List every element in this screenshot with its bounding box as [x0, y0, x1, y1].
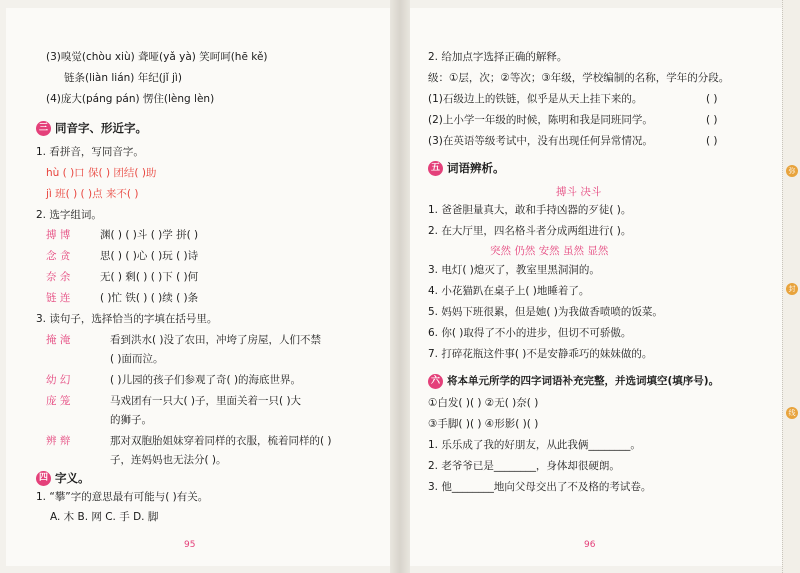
sentence-3: 马戏团有一只大( )子，里面关着一只( )大: [110, 395, 302, 407]
binding-tab-3: 线: [786, 407, 798, 419]
idiom-sentence-2: 2. 老爷爷已是________，身体却很硬朗。: [428, 460, 620, 472]
choice-pair-3: 庞 笼: [46, 395, 71, 407]
definition-sentence-3: (3)在英语等级考试中，没有出现任何异常情况。: [428, 135, 653, 147]
section-6-badge: 六: [428, 374, 443, 389]
idiom-sentence-1: 1. 乐乐成了我的好朋友，从此我俩________。: [428, 439, 641, 451]
compose-row-2: 思( ) ( )心 ( )玩 ( )诗: [100, 250, 199, 262]
word-sentence-4: 4. 小花猫趴在桌子上( )地睡着了。: [428, 285, 590, 297]
question-4-options: A. 木 B. 网 C. 手 D. 脚: [50, 511, 159, 523]
section-5-heading: [428, 160, 505, 176]
word-sentence-1: 1. 爸爸胆量真大，敢和手持凶器的歹徒( )。: [428, 204, 632, 216]
char-pair-1: 搏 博: [46, 229, 71, 241]
idiom-sentence-3: 3. 他________地向父母交出了不及格的考试卷。: [428, 481, 652, 493]
word-choices-1: 搏斗 决斗: [556, 186, 602, 198]
definitions-line: 级：①层，次；②等次；③年级，学校编制的名称，学年的分段。: [428, 72, 730, 84]
sentence-1: 看到洪水( )没了农田，冲垮了房屋，人们不禁: [110, 334, 322, 346]
choice-pair-1: 掩 淹: [46, 334, 71, 346]
section-3-title: 同音字、形近字。: [55, 121, 147, 135]
char-pair-4: 链 连: [46, 292, 71, 304]
sentence-4-cont: 子，连妈妈也无法分( )。: [110, 454, 227, 466]
sentence-2: ( )儿园的孩子们参观了奇( )的海底世界。: [110, 374, 302, 386]
section-6-title: 将本单元所学的四字词语补充完整，并选词填空(填序号)。: [447, 375, 720, 387]
section-4-heading: [36, 470, 90, 486]
sentence-3-cont: 的狮子。: [110, 414, 152, 426]
word-sentence-3: 3. 电灯( )熄灭了，教室里黑洞洞的。: [428, 264, 600, 276]
char-pair-3: 奈 余: [46, 271, 71, 283]
section-3-badge: 三: [36, 121, 51, 136]
compose-row-4: ( )忙 铁( ) ( )续 ( )条: [100, 292, 199, 304]
book-gutter: [390, 0, 410, 573]
idiom-row-2: ③手脚( )( ) ④形影( )( ): [428, 418, 539, 430]
question-2: 2. 选字组词。: [36, 209, 102, 221]
sentence-4: 那对双胞胎姐妹穿着同样的衣服，梳着同样的( ): [110, 435, 332, 447]
pinyin-line-2: 链条(liàn lián) 年纪(jǐ jì): [64, 72, 182, 84]
word-choices-2: 突然 仍然 安然 虽然 显然: [490, 245, 609, 257]
question-4-1: 1. “攀”字的意思最有可能与( )有关。: [36, 491, 209, 503]
section-5-title: 词语辨析。: [447, 161, 505, 175]
pinyin-line-3: (4)庞大(páng pán) 愣住(lèng lèn): [46, 93, 215, 105]
pinyin-line-1: (3)嗅觉(chòu xiù) 聋哑(yǎ yà) 笑呵呵(hē kě): [46, 51, 268, 63]
section-3-heading: [36, 120, 147, 136]
page-number-right: 96: [584, 540, 596, 550]
answer-paren-1: ( ): [706, 93, 718, 105]
compose-row-3: 无( ) 剩( ) ( )下 ( )何: [100, 271, 199, 283]
definition-sentence-2: (2)上小学一年级的时候，陈明和我是同班同学。: [428, 114, 653, 126]
question-1: 1. 看拼音，写同音字。: [36, 146, 144, 158]
question-2-right: 2. 给加点字选择正确的解释。: [428, 51, 568, 63]
section-6-heading: [428, 373, 719, 389]
compose-row-1: 渊( ) ( )斗 ( )学 拼( ): [100, 229, 199, 241]
section-5-badge: 五: [428, 161, 443, 176]
idiom-row-1: ①白发( )( ) ②无( )奈( ): [428, 397, 539, 409]
homophone-row-1: hù ( )口 保( ) 团结( )助: [46, 167, 157, 179]
sentence-1-cont: ( )面而泣。: [110, 353, 164, 365]
word-sentence-7: 7. 打碎花瓶这件事( )不是安静乖巧的妹妹做的。: [428, 348, 653, 360]
word-sentence-2: 2. 在大厅里，四名格斗者分成两组进行( )。: [428, 225, 632, 237]
homophone-row-2: jì 班( ) ( )点 来不( ): [46, 188, 139, 200]
word-sentence-5: 5. 妈妈下班很累，但是她( )为我做香喷喷的饭菜。: [428, 306, 663, 318]
binding-tab-1: 弥: [786, 165, 798, 177]
section-4-title: 字义。: [55, 471, 90, 485]
answer-paren-3: ( ): [706, 135, 718, 147]
char-pair-2: 念 贪: [46, 250, 71, 262]
page-number-left: 95: [184, 540, 196, 550]
answer-paren-2: ( ): [706, 114, 718, 126]
choice-pair-4: 辨 辩: [46, 435, 71, 447]
word-sentence-6: 6. 你( )取得了不小的进步，但切不可骄傲。: [428, 327, 632, 339]
question-3: 3. 读句子，选择恰当的字填在括号里。: [36, 313, 218, 325]
definition-sentence-1: (1)石级边上的铁链，似乎是从天上挂下来的。: [428, 93, 643, 105]
binding-tab-2: 封: [786, 283, 798, 295]
section-4-badge: 四: [36, 471, 51, 486]
choice-pair-2: 幼 幻: [46, 374, 71, 386]
